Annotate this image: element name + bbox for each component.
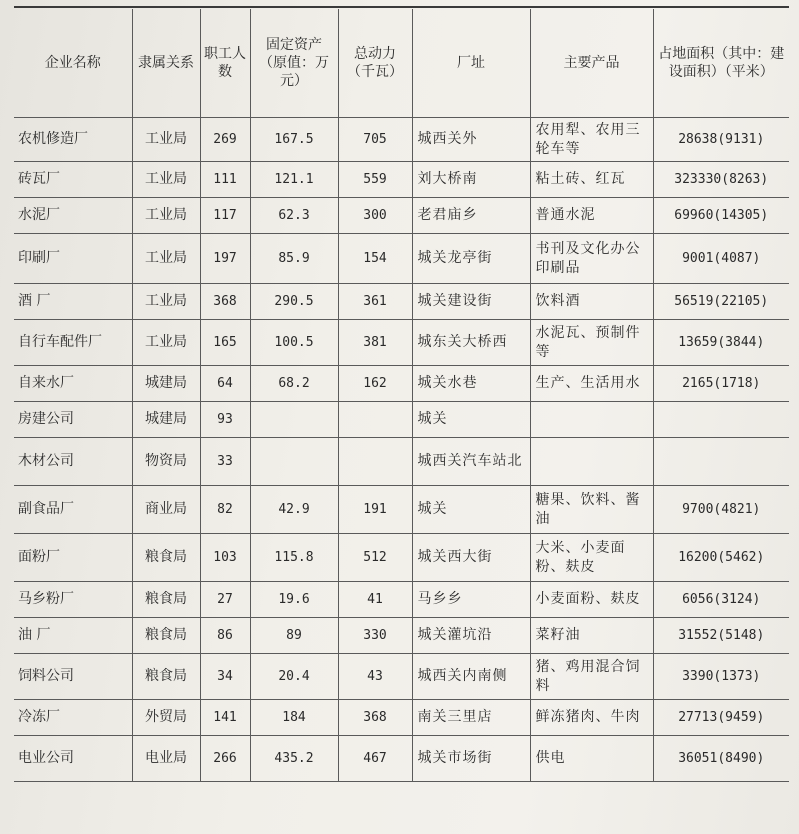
cell-affiliation: 粮食局 bbox=[132, 618, 200, 654]
table-row bbox=[14, 366, 789, 402]
cell-affiliation: 商业局 bbox=[132, 486, 200, 534]
cell-assets: 85.9 bbox=[250, 234, 338, 284]
cell-name: 砖瓦厂 bbox=[14, 162, 132, 198]
cell-address: 刘大桥南 bbox=[412, 162, 530, 198]
cell-power bbox=[338, 438, 412, 486]
table-row bbox=[14, 234, 789, 284]
enterprise-table bbox=[14, 9, 789, 782]
cell-workers: 141 bbox=[200, 700, 250, 736]
cell-affiliation: 粮食局 bbox=[132, 534, 200, 582]
cell-area bbox=[653, 402, 789, 438]
cell-power: 705 bbox=[338, 118, 412, 162]
cell-products: 小麦面粉、麸皮 bbox=[530, 582, 653, 618]
cell-power: 467 bbox=[338, 736, 412, 782]
header-area: 占地面积（其中：建设面积）（平米） bbox=[653, 9, 789, 118]
cell-products bbox=[530, 402, 653, 438]
cell-area: 9700(4821) bbox=[653, 486, 789, 534]
header-power: 总动力（千瓦） bbox=[338, 9, 412, 118]
cell-assets bbox=[250, 438, 338, 486]
cell-area: 3390(1373) bbox=[653, 654, 789, 700]
cell-workers: 165 bbox=[200, 320, 250, 366]
table-row bbox=[14, 402, 789, 438]
cell-assets: 290.5 bbox=[250, 284, 338, 320]
table-row bbox=[14, 198, 789, 234]
cell-name: 水泥厂 bbox=[14, 198, 132, 234]
cell-area: 36051(8490) bbox=[653, 736, 789, 782]
header-row bbox=[14, 9, 789, 118]
table-row bbox=[14, 284, 789, 320]
table-body bbox=[14, 118, 789, 782]
cell-affiliation: 物资局 bbox=[132, 438, 200, 486]
cell-area: 69960(14305) bbox=[653, 198, 789, 234]
cell-products: 菜籽油 bbox=[530, 618, 653, 654]
cell-name: 副食品厂 bbox=[14, 486, 132, 534]
cell-power: 330 bbox=[338, 618, 412, 654]
cell-workers: 33 bbox=[200, 438, 250, 486]
cell-assets: 115.8 bbox=[250, 534, 338, 582]
cell-assets: 62.3 bbox=[250, 198, 338, 234]
cell-power: 43 bbox=[338, 654, 412, 700]
cell-products bbox=[530, 438, 653, 486]
cell-assets: 20.4 bbox=[250, 654, 338, 700]
table-row bbox=[14, 582, 789, 618]
cell-area bbox=[653, 438, 789, 486]
cell-area: 28638(9131) bbox=[653, 118, 789, 162]
cell-area: 323330(8263) bbox=[653, 162, 789, 198]
cell-address: 城关市场街 bbox=[412, 736, 530, 782]
cell-power: 381 bbox=[338, 320, 412, 366]
cell-name: 酒 厂 bbox=[14, 284, 132, 320]
cell-assets: 121.1 bbox=[250, 162, 338, 198]
cell-workers: 93 bbox=[200, 402, 250, 438]
cell-affiliation: 工业局 bbox=[132, 198, 200, 234]
cell-area: 9001(4087) bbox=[653, 234, 789, 284]
cell-affiliation: 工业局 bbox=[132, 320, 200, 366]
cell-name: 自行车配件厂 bbox=[14, 320, 132, 366]
cell-address: 城关龙亭街 bbox=[412, 234, 530, 284]
cell-workers: 266 bbox=[200, 736, 250, 782]
header-assets: 固定资产（原值：万元） bbox=[250, 9, 338, 118]
cell-name: 饲料公司 bbox=[14, 654, 132, 700]
cell-products: 饮料酒 bbox=[530, 284, 653, 320]
cell-workers: 64 bbox=[200, 366, 250, 402]
cell-workers: 117 bbox=[200, 198, 250, 234]
cell-products: 猪、鸡用混合饲料 bbox=[530, 654, 653, 700]
cell-power bbox=[338, 402, 412, 438]
table-row bbox=[14, 320, 789, 366]
table-row bbox=[14, 700, 789, 736]
cell-name: 房建公司 bbox=[14, 402, 132, 438]
cell-affiliation: 电业局 bbox=[132, 736, 200, 782]
cell-area: 2165(1718) bbox=[653, 366, 789, 402]
cell-products: 书刊及文化办公印刷品 bbox=[530, 234, 653, 284]
cell-workers: 86 bbox=[200, 618, 250, 654]
cell-address: 城西关内南侧 bbox=[412, 654, 530, 700]
cell-affiliation: 工业局 bbox=[132, 162, 200, 198]
cell-assets: 184 bbox=[250, 700, 338, 736]
cell-workers: 269 bbox=[200, 118, 250, 162]
cell-products: 普通水泥 bbox=[530, 198, 653, 234]
cell-address: 城关 bbox=[412, 402, 530, 438]
cell-address: 南关三里店 bbox=[412, 700, 530, 736]
cell-name: 冷冻厂 bbox=[14, 700, 132, 736]
top-rule bbox=[14, 6, 789, 8]
cell-assets bbox=[250, 402, 338, 438]
cell-address: 城西关外 bbox=[412, 118, 530, 162]
cell-products: 大米、小麦面粉、麸皮 bbox=[530, 534, 653, 582]
cell-assets: 167.5 bbox=[250, 118, 338, 162]
header-workers: 职工人数 bbox=[200, 9, 250, 118]
cell-name: 电业公司 bbox=[14, 736, 132, 782]
table-row bbox=[14, 438, 789, 486]
cell-address: 城关 bbox=[412, 486, 530, 534]
cell-products: 粘土砖、红瓦 bbox=[530, 162, 653, 198]
cell-affiliation: 粮食局 bbox=[132, 582, 200, 618]
table-row bbox=[14, 486, 789, 534]
cell-power: 559 bbox=[338, 162, 412, 198]
table-row bbox=[14, 118, 789, 162]
cell-address: 城关建设街 bbox=[412, 284, 530, 320]
cell-workers: 27 bbox=[200, 582, 250, 618]
table-row bbox=[14, 654, 789, 700]
cell-area: 6056(3124) bbox=[653, 582, 789, 618]
cell-power: 361 bbox=[338, 284, 412, 320]
cell-address: 马乡乡 bbox=[412, 582, 530, 618]
cell-address: 城西关汽车站北 bbox=[412, 438, 530, 486]
cell-affiliation: 工业局 bbox=[132, 234, 200, 284]
cell-name: 自来水厂 bbox=[14, 366, 132, 402]
cell-products: 鲜冻猪肉、牛肉 bbox=[530, 700, 653, 736]
cell-products: 农用犁、农用三轮车等 bbox=[530, 118, 653, 162]
table-row bbox=[14, 618, 789, 654]
cell-area: 56519(22105) bbox=[653, 284, 789, 320]
cell-assets: 435.2 bbox=[250, 736, 338, 782]
cell-area: 27713(9459) bbox=[653, 700, 789, 736]
cell-address: 老君庙乡 bbox=[412, 198, 530, 234]
cell-workers: 368 bbox=[200, 284, 250, 320]
cell-name: 印刷厂 bbox=[14, 234, 132, 284]
cell-workers: 103 bbox=[200, 534, 250, 582]
cell-assets: 89 bbox=[250, 618, 338, 654]
cell-affiliation: 工业局 bbox=[132, 284, 200, 320]
cell-name: 马乡粉厂 bbox=[14, 582, 132, 618]
header-products: 主要产品 bbox=[530, 9, 653, 118]
cell-name: 木材公司 bbox=[14, 438, 132, 486]
cell-name: 面粉厂 bbox=[14, 534, 132, 582]
cell-affiliation: 工业局 bbox=[132, 118, 200, 162]
cell-affiliation: 粮食局 bbox=[132, 654, 200, 700]
cell-power: 162 bbox=[338, 366, 412, 402]
cell-workers: 197 bbox=[200, 234, 250, 284]
cell-power: 191 bbox=[338, 486, 412, 534]
header-affiliation: 隶属关系 bbox=[132, 9, 200, 118]
cell-affiliation: 城建局 bbox=[132, 366, 200, 402]
header-address: 厂址 bbox=[412, 9, 530, 118]
cell-address: 城关水巷 bbox=[412, 366, 530, 402]
cell-workers: 34 bbox=[200, 654, 250, 700]
cell-assets: 68.2 bbox=[250, 366, 338, 402]
cell-address: 城关西大街 bbox=[412, 534, 530, 582]
cell-name: 农机修造厂 bbox=[14, 118, 132, 162]
cell-workers: 111 bbox=[200, 162, 250, 198]
cell-assets: 19.6 bbox=[250, 582, 338, 618]
table-row bbox=[14, 736, 789, 782]
cell-products: 生产、生活用水 bbox=[530, 366, 653, 402]
cell-name: 油 厂 bbox=[14, 618, 132, 654]
cell-power: 154 bbox=[338, 234, 412, 284]
cell-power: 512 bbox=[338, 534, 412, 582]
table-row bbox=[14, 162, 789, 198]
cell-assets: 100.5 bbox=[250, 320, 338, 366]
cell-assets: 42.9 bbox=[250, 486, 338, 534]
header-name: 企业名称 bbox=[14, 9, 132, 118]
cell-affiliation: 外贸局 bbox=[132, 700, 200, 736]
cell-products: 供电 bbox=[530, 736, 653, 782]
cell-products: 水泥瓦、预制件等 bbox=[530, 320, 653, 366]
cell-power: 41 bbox=[338, 582, 412, 618]
cell-area: 16200(5462) bbox=[653, 534, 789, 582]
cell-products: 糖果、饮料、酱油 bbox=[530, 486, 653, 534]
table-row bbox=[14, 534, 789, 582]
cell-address: 城关灌坑沿 bbox=[412, 618, 530, 654]
cell-area: 31552(5148) bbox=[653, 618, 789, 654]
cell-power: 300 bbox=[338, 198, 412, 234]
cell-affiliation: 城建局 bbox=[132, 402, 200, 438]
cell-workers: 82 bbox=[200, 486, 250, 534]
cell-power: 368 bbox=[338, 700, 412, 736]
cell-area: 13659(3844) bbox=[653, 320, 789, 366]
cell-address: 城东关大桥西 bbox=[412, 320, 530, 366]
